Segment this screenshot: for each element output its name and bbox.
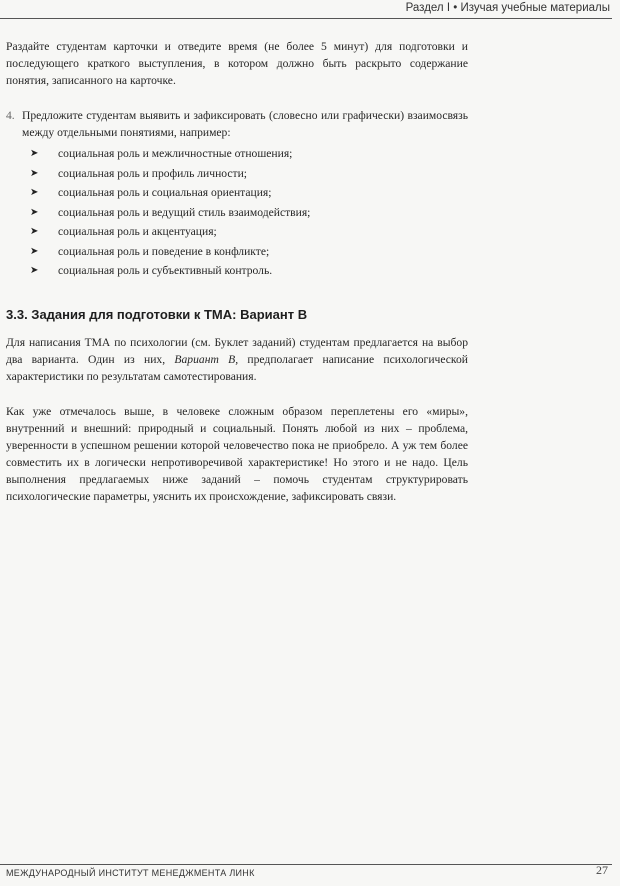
page-number: 27	[596, 863, 608, 877]
arrow-bullet-icon: ➤	[30, 206, 39, 218]
intro-paragraph: Раздайте студентам карточки и отведите время (не более 5 минут) для подготовки и последующего краткого выступления, в котором должно быть раскрыто содержание понятия, записанного на карточке.	[6, 40, 468, 87]
item-number: 4.	[6, 109, 15, 122]
arrow-bullet-icon: ➤	[30, 265, 39, 276]
item-text: Предложите студентам выявить и зафиксировать (словесно или графически) взаимосвязь между отдельными понятиями, например:	[22, 109, 468, 139]
paragraph-worlds: Как уже отмечалось выше, в человеке сложным образом переплетены его «миры», внутренний и внешний: природный и социальный. Понять любой из них – проблема, уверенности в успешном решении которой человечество пока не приобрело. А уж тем более совместить их в логически непротиворечивой характеристике! Но этого и не надо. Цель выполнения предлагаемых ниже заданий – помочь студентам структурировать психологические параметры, уяснить их происхождение, зафиксировать связи.	[6, 404, 468, 503]
variant-name: Вариант В,	[174, 352, 239, 366]
list-item	[6, 261, 468, 281]
list-item-text: социальная роль и межличностные отношения;	[58, 147, 293, 160]
section-title: 3.3. Задания для подготовки к ТМА: Вариант В	[6, 306, 308, 322]
list-item-text: социальная роль и субъективный контроль.	[58, 264, 273, 277]
bullet-list	[6, 144, 468, 281]
arrow-bullet-icon: ➤	[30, 226, 39, 237]
page-content	[6, 38, 468, 505]
paragraph-text: Для написания ТМА по психологии (см. Буклет заданий) студентам предлагается на выбор два варианта. Один из них,	[6, 335, 468, 366]
list-item	[6, 203, 468, 223]
list-item-text: социальная роль и поведение в конфликте;	[58, 244, 270, 258]
list-item-text: социальная роль и акцентуация;	[58, 225, 217, 238]
list-item-text: социальная роль и профиль личности;	[58, 166, 248, 180]
header-rule	[0, 18, 612, 19]
list-item	[6, 222, 468, 242]
arrow-bullet-icon: ➤	[30, 245, 39, 257]
running-head: Раздел I • Изучая учебные материалы	[405, 2, 610, 14]
footer-rule	[0, 864, 612, 865]
paragraph-tma-variants	[6, 334, 468, 385]
arrow-bullet-icon: ➤	[30, 148, 39, 159]
arrow-bullet-icon: ➤	[30, 167, 39, 179]
arrow-bullet-icon: ➤	[30, 187, 39, 198]
numbered-item-4	[6, 107, 468, 141]
list-item	[6, 164, 468, 184]
list-item-text: социальная роль и социальная ориентация;	[58, 186, 272, 199]
list-item	[6, 183, 468, 203]
footer-institute: МЕЖДУНАРОДНЫЙ ИНСТИТУТ МЕНЕДЖМЕНТА ЛИНК	[6, 868, 255, 878]
list-item-text: социальная роль и ведущий стиль взаимодействия;	[58, 205, 311, 219]
list-item	[6, 144, 468, 164]
paragraph-text: предполагает написание психологической характеристики по результатам самотестирования.	[6, 352, 468, 383]
list-item	[6, 242, 468, 262]
